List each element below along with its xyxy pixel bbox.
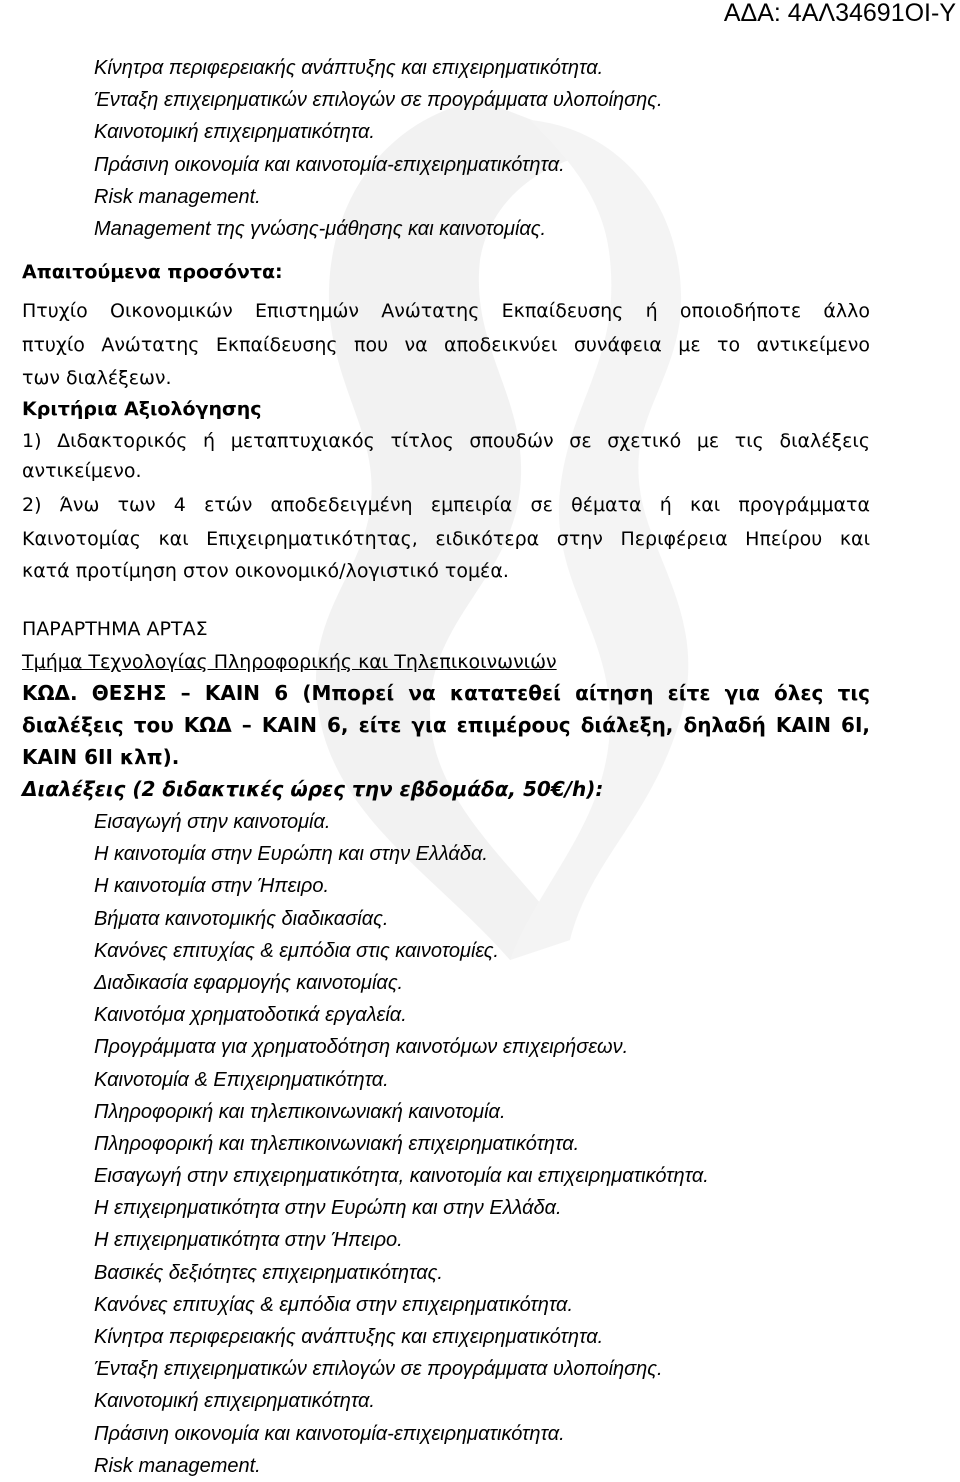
item-text: Βασικές δεξιότητες επιχειρηματικότητας. xyxy=(94,1261,443,1284)
item-text: Διαδικασία εφαρμογής καινοτομίας. xyxy=(94,971,404,994)
criteria-heading: Κριτήρια Αξιολόγησης xyxy=(22,398,262,420)
item-text: Καινοτομική επιχειρηματικότητα. xyxy=(94,1390,375,1413)
item-text: Προγράμματα για χρηματοδότηση καινοτόμων επιχειρήσεων. xyxy=(94,1036,629,1059)
requirements-line: πτυχίο Ανώτατης Εκπαίδευσης που να αποδεικνύει συνάφεια με το αντικείμενο xyxy=(22,334,870,356)
item-text: Η επιχειρηματικότητα στην Ευρώπη και στην Ελλάδα. xyxy=(94,1197,562,1220)
item-text: Πληροφορική και τηλεπικοινωνιακή καινοτομία. xyxy=(94,1100,506,1123)
requirements-line: Πτυχίο Οικονομικών Επιστημών Ανώτατης Εκπαίδευσης ή οποιοδήποτε άλλο xyxy=(22,300,870,322)
item-text: Κίνητρα περιφερειακής ανάπτυξης και επιχειρηματικότητα. xyxy=(94,57,604,79)
item-text: Καινοτομική επιχειρηματικότητα. xyxy=(94,121,375,144)
item-text: Risk management. xyxy=(94,185,261,208)
criteria-line: Καινοτομίας και Επιχειρηματικότητας, ειδικότερα στην Περιφέρεια Ηπείρου και xyxy=(22,528,870,550)
requirements-heading: Απαιτούμενα προσόντα: xyxy=(22,261,283,283)
criteria-line: αντικείμενο. xyxy=(22,460,142,482)
criteria-line: κατά προτίμηση στον οικονομικό/λογιστικό τομέα. xyxy=(22,560,509,582)
item-text: Ένταξη επιχειρηματικών επιλογών σε προγράμματα υλοποίησης. xyxy=(94,1358,663,1381)
requirements-line: των διαλέξεων. xyxy=(22,367,172,389)
item-text: Η επιχειρηματικότητα στην Ήπειρο. xyxy=(94,1229,403,1252)
criteria-line: 2) Άνω των 4 ετών αποδεδειγμένη εμπειρία σε θέματα ή και προγράμματα xyxy=(22,494,870,516)
department-title: Τμήμα Τεχνολογίας Πληροφορικής και Τηλεπικοινωνιών xyxy=(22,651,557,673)
item-text: Βήματα καινοτομικής διαδικασίας. xyxy=(94,907,389,930)
position-code-line: ΚΑΙΝ 6ΙΙ κλπ). xyxy=(22,745,180,769)
annex-title: ΠΑΡΑΡΤΗΜΑ ΑΡΤΑΣ xyxy=(22,618,208,640)
item-text: Καινοτομία & Επιχειρηματικότητα. xyxy=(94,1068,389,1091)
document-id: ΑΔΑ: 4ΑΛ34691ΟΙ-Υ xyxy=(723,0,956,27)
item-text: Η καινοτομία στην Ήπειρο. xyxy=(94,875,330,898)
criteria-line: 1) Διδακτορικός ή μεταπτυχιακός τίτλος σπουδών σε σχετικό με τις διαλέξεις xyxy=(22,430,870,452)
item-text: Καινοτόμα χρηματοδοτικά εργαλεία. xyxy=(94,1004,407,1027)
item-text: Κίνητρα περιφερειακής ανάπτυξης και επιχειρηματικότητα. xyxy=(94,1326,604,1348)
item-text: Κανόνες επιτυχίας & εμπόδια στις καινοτομίες. xyxy=(94,939,499,962)
position-code-line: ΚΩΔ. ΘΕΣΗΣ – ΚΑΙΝ 6 (Μπορεί να κατατεθεί αίτηση είτε για όλες τις xyxy=(22,681,870,705)
item-text: Πράσινη οικονομία και καινοτομία-επιχειρηματικότητα. xyxy=(94,1422,565,1445)
item-text: Management της γνώσης-μάθησης και καινοτομίας. xyxy=(94,217,547,240)
item-text: Εισαγωγή στην επιχειρηματικότητα, καινοτομία και επιχειρηματικότητα. xyxy=(94,1165,709,1188)
item-text: Risk management. xyxy=(94,1454,261,1477)
item-text: Πληροφορική και τηλεπικοινωνιακή επιχειρηματικότητα. xyxy=(94,1132,580,1155)
item-text: Ένταξη επιχειρηματικών επιλογών σε προγράμματα υλοποίησης. xyxy=(94,89,663,112)
lectures-heading: Διαλέξεις (2 διδακτικές ώρες την εβδομάδα, 50€/h): xyxy=(22,777,604,801)
item-text: Εισαγωγή στην καινοτομία. xyxy=(94,811,331,833)
item-text: Πράσινη οικονομία και καινοτομία-επιχειρηματικότητα. xyxy=(94,153,565,176)
position-code-line: διαλέξεις του ΚΩΔ – ΚΑΙΝ 6, είτε για επιμέρους διάλεξη, δηλαδή ΚΑΙΝ 6Ι, xyxy=(22,713,870,737)
item-text: Κανόνες επιτυχίας & εμπόδια στην επιχειρηματικότητα. xyxy=(94,1293,574,1316)
item-text: Η καινοτομία στην Ευρώπη και στην Ελλάδα. xyxy=(94,843,488,866)
